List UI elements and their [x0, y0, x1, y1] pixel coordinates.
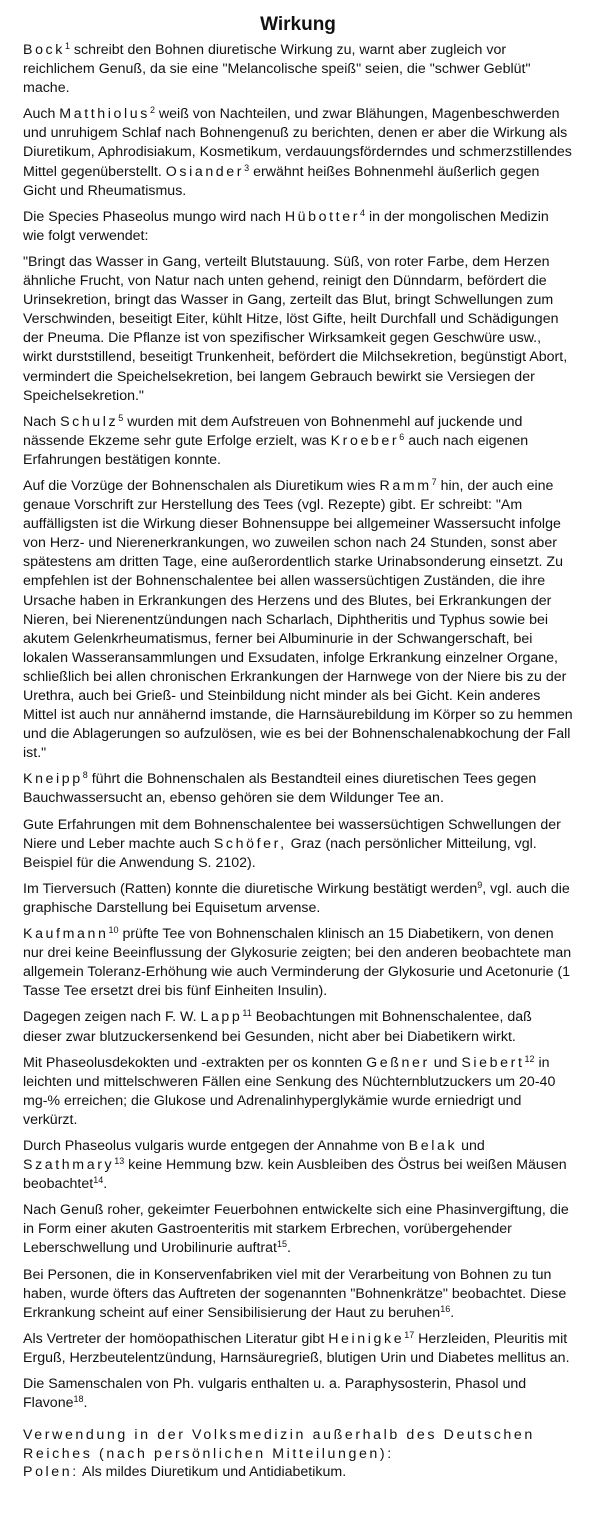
text-run: . — [450, 1304, 455, 1321]
footnote-ref: 5 — [118, 412, 124, 423]
author-name: Bock — [23, 42, 65, 58]
text-run: Als Vertreter der homöopathischen Literatur gibt — [23, 1330, 329, 1347]
page-title: Wirkung — [260, 14, 336, 35]
text-run: Als mildes Diuretikum und Antidiabetikum. — [78, 1464, 347, 1481]
author-name: Siebert — [461, 1054, 525, 1071]
text-run: führt die Bohnenschalen als Bestandteil eines diuretischen Tees gegen Bauchwassersucht an, ebenso gehören sie dem Wildunger Tee an. — [23, 771, 537, 807]
text-run: schreibt den Bohnen diuretische Wirkung zu, warnt aber zugleich vor reichlichem Genuß, da sie eine "Melancolische speiß" seien, die "schwer Geblüt" mache. — [23, 42, 531, 97]
author-name: Hübotter — [284, 208, 361, 225]
footnote-ref: 7 — [431, 476, 437, 487]
author-name: Heinigke — [328, 1330, 405, 1347]
text-run: Gute Erfahrungen mit dem Bohnenschalentee bei wassersüchtigen Schwellungen der Niere und Leber machte auch — [23, 816, 561, 852]
text-run: Durch Phaseolus vulgaris wurde entgegen der Annahme von — [23, 1137, 409, 1154]
author-name: Kaufmann — [23, 926, 109, 943]
text-run: erwähnt heißes Bohnenmehl äußerlich gegen Gicht und Rheumatismus. — [23, 163, 540, 199]
text-run: Auch — [23, 106, 60, 123]
text-run: wurden mit dem Aufstreuen von Bohnenmehl auf juckende und nässende Ekzeme sehr gute Erfolge erzielt, was — [23, 413, 523, 449]
paragraph — [23, 41, 573, 98]
author-name: Matthiolus — [59, 106, 150, 123]
section-heading: Verwendung in der Volksmedizin außerhalb des Deutschen Reiches (nach persönlichen Mitteilungen): — [23, 1427, 535, 1462]
footnote-ref: 11 — [242, 1008, 252, 1019]
text-run: Nach Genuß roher, gekeimter Feuerbohnen entwickelte sich eine Phasinvergiftung, die in Form einer akuten Gastroenteritis mit starkem Erbrechen, vorübergehender Leberschwellung und Urobilinurie auftrat — [23, 1202, 569, 1257]
author-name: Schöfer, — [213, 835, 287, 852]
text-run: in leichten und mittelschweren Fällen eine Senkung des Nüchternblutzuckers um 20-40 mg-% erreichen; die Glukose und Adrenalinhyperglykämie wurde erniedrigt und verkürzt. — [23, 1054, 556, 1128]
paragraph — [23, 1266, 573, 1323]
paragraph — [23, 477, 573, 763]
text-run: und — [457, 1137, 485, 1154]
text-run: . — [103, 1176, 108, 1193]
text-run: . — [83, 1395, 88, 1412]
footnote-ref: 9 — [477, 879, 483, 890]
footnote-ref: 14 — [93, 1175, 104, 1186]
footnote-ref: 8 — [82, 770, 88, 781]
paragraph — [23, 816, 573, 873]
text-run: weiß von Nachteilen, und zwar Blähungen, Magenbeschwerden und unruhigem Schlaf nach Bohnengenuß zu berichten, denen er aber die Wirkung als Diuretikum, Aphrodisiakum, Kosmetikum, verdauungsförderndes und schmerzstillendes Mittel gegenüberstellt. — [23, 106, 572, 180]
paragraph — [23, 413, 573, 470]
author-name: Geßner — [366, 1054, 430, 1071]
author-name: Schulz — [60, 413, 119, 430]
author-name: Ramm — [379, 477, 432, 494]
footnote-ref: 13 — [114, 1156, 125, 1167]
text-run: , vgl. auch die graphische Darstellung bei Equisetum arvense. — [23, 880, 570, 916]
author-name: Belak — [408, 1137, 458, 1154]
text-run: . — [286, 1240, 291, 1257]
text-run: Die Samenschalen von Ph. vulgaris enthalten u. a. Paraphysosterin, Phasol und Flavone — [23, 1376, 527, 1412]
text-run: Mit Phaseolusdekokten und -extrakten per os konnten — [23, 1054, 367, 1071]
footnote-ref: 2 — [149, 105, 155, 116]
paragraph — [23, 1137, 573, 1194]
text-run: Auf die Vorzüge der Bohnenschalen als Diuretikum wies — [23, 477, 380, 494]
paragraph — [23, 770, 573, 808]
author-name: Polen: — [23, 1464, 79, 1481]
author-name: Kroeber — [330, 432, 400, 449]
text-run: Die Species Phaseolus mungo wird nach — [23, 208, 285, 225]
footnote-ref: 15 — [276, 1239, 287, 1250]
paragraph — [23, 1008, 573, 1046]
paragraph — [23, 1054, 573, 1130]
text-run: Beobachtungen mit Bohnenschalentee, daß dieser zwar blutzuckersenkend bei Gesunden, nicht aber bei Diabetikern wirkt. — [23, 1009, 532, 1045]
paragraph — [23, 253, 573, 406]
text-run: in der mongolischen Medizin wie folgt verwendet: — [23, 208, 549, 244]
author-name: Szathmary — [23, 1157, 115, 1174]
text-run: und — [429, 1054, 462, 1071]
author-name: Kneipp — [23, 771, 83, 788]
text-run: hin, der auch eine genaue Vorschrift zur Herstellung des Tees (vgl. Rezepte) gibt. Er schreibt: "Am auffälligsten ist die Wirkung dieser Bohnensuppe bei allgemeiner Wassersucht infolge von Herz- und Nierenerkrankungen, wo zuweilen schon nach 24 Stunden, sonst aber spätestens am dritten Tage, eine außerordentlich starke Urinabsonderung einsetzt. Zu empfehlen ist der Bohnenschalentee bei allen wassersüchtigen Zuständen, die ihre Ursache haben in Erkrankungen des Herzens und des Blutes, bei Erkrankungen der Nieren, bei Nierenentzündungen nach Scharlach, Diphtheritis und Typhus sowie bei akutem Gelenkrheumatismus, ferner bei Albuminurie in der Schwangerschaft, bei lokalen Wasseransammlungen und Exsudaten, infolge Erkrankung einzelner Organe, schließlich bei allen chronischen Erkrankungen der Harnwege von der Niere bis zu der Urethra, auch bei Grieß- und Steinbildung nicht minder als bei Gicht. Kein anderes Mittel ist auch nur annähernd imstande, die Harnsäurebildung im Körper so zu hemmen und die Ablagerungen so aufzulösen, wie es bei der Bohnenschalenabkochung der Fall ist." — [23, 477, 573, 762]
document-body — [23, 41, 573, 1413]
paragraph — [23, 105, 573, 200]
footnote-ref: 4 — [360, 207, 366, 218]
author-name: Osiander — [165, 163, 245, 180]
footnote-ref: 18 — [73, 1394, 84, 1405]
text-run: "Bringt das Wasser in Gang, verteilt Blutstauung. Süß, von roter Farbe, dem Herzen ähnliche Frucht, von Natur nach unten gehend, reinigt den Dünndarm, befördert die Urinsekretion, bringt das Wasser in Gang, zerteilt das Blut, bringt Schwellungen zum Verschwinden, beseitigt Eiter, kühlt Hitze, löst Gifte, heilt Durchfall und Schädigungen der Pneuma. Die Pflanze ist von spezifischer Wirksamkeit gegen Geschwüre usw., wirkt durststillend, beseitigt Trunkenheit, befördert die Milchsekretion, begünstigt Abort, vermindert die Speichelsekretion, bei langem Gebrauch bewirkt sie Versiegen der Speichelsekretion." — [23, 253, 568, 404]
text-run: keine Hemmung bzw. kein Ausbleiben des Östrus bei weißen Mäusen beobachtet — [23, 1157, 567, 1193]
footnote-ref: 1 — [64, 41, 70, 51]
paragraph — [23, 208, 573, 246]
author-name: Lapp — [200, 1009, 243, 1026]
footnote-ref: 16 — [440, 1303, 451, 1314]
paragraph — [23, 1330, 573, 1368]
text-run: Dagegen zeigen nach F. W. — [23, 1009, 201, 1026]
text-run: Herzleiden, Pleuritis mit Erguß, Herzbeutelentzündung, Harnsäuregrieß, blutigen Urin und Diabetes mellitus an. — [23, 1330, 570, 1366]
paragraph — [23, 1201, 573, 1258]
paragraph-polen — [23, 1463, 573, 1482]
paragraph — [23, 880, 573, 918]
text-run: Im Tierversuch (Ratten) konnte die diuretische Wirkung bestätigt werden — [23, 880, 478, 897]
text-run: Bei Personen, die in Konservenfabriken viel mit der Verarbeitung von Bohnen zu tun haben, wurde öfters das Auftreten der sogenannten "Bohnenkrätze" beobachtet. Diese Erkrankung scheint auf einer Sensibilisierung der Haut zu beruhen — [23, 1266, 567, 1321]
footnote-ref: 6 — [399, 431, 405, 442]
footnote-ref: 3 — [244, 162, 250, 173]
text-run: Nach — [23, 413, 61, 430]
text-run: auch nach eigenen Erfahrungen bestätigen konnte. — [23, 432, 529, 468]
paragraph — [23, 1375, 573, 1413]
text-run: prüfte Tee von Bohnenschalen klinisch an 15 Diabetikern, von denen nur drei keine Beeinflussung der Glykosurie zeigten; bei den anderen beobachtete man allgemein Toleranz-Erhöhung wie auch Verminderung der Glykosurie und Acetonurie (1 Tasse Tee ersetzt drei bis fünf Einheiten Insulin). — [23, 926, 572, 1000]
footnote-ref: 17 — [404, 1329, 415, 1340]
footnote-ref: 10 — [108, 925, 119, 936]
footnote-ref: 12 — [524, 1053, 535, 1064]
text-run: Graz (nach persönlicher Mitteilung, vgl. Beispiel für die Anwendung S. 2102). — [23, 835, 537, 871]
paragraph — [23, 925, 573, 1001]
